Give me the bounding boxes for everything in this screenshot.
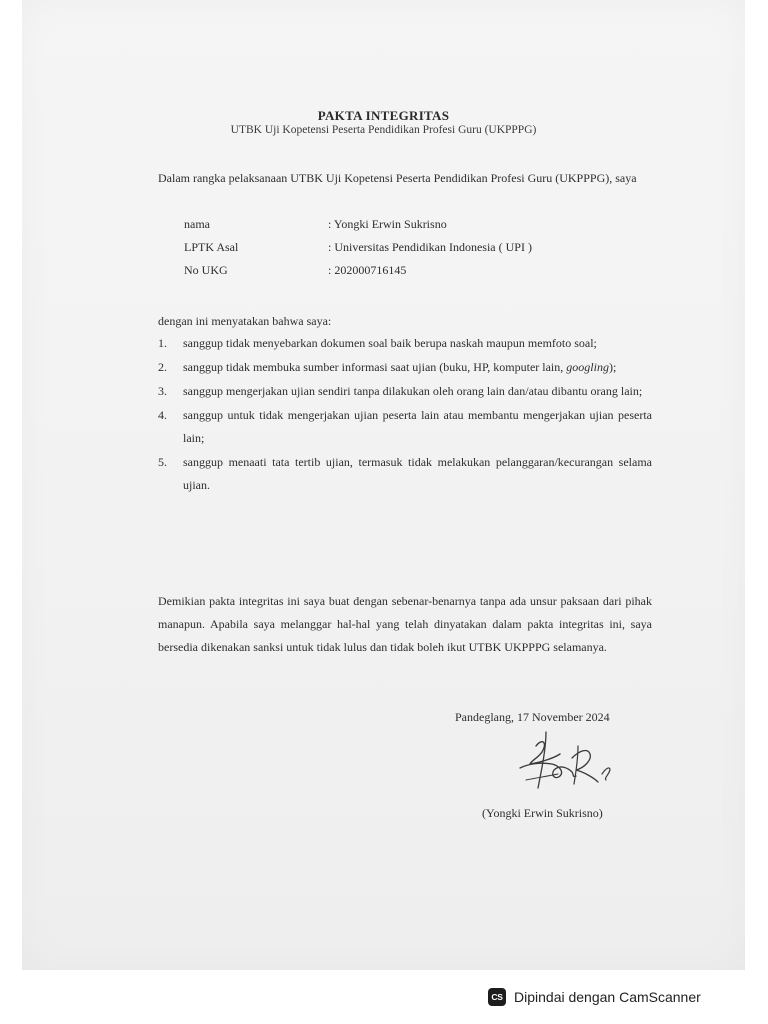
commitment-list: [158, 332, 652, 498]
list-item-text: sanggup tidak menyebarkan dokumen soal baik berupa naskah maupun memfoto soal;: [183, 336, 597, 350]
field-label-nama: nama: [184, 217, 210, 231]
list-item: [158, 404, 652, 450]
list-item-text: sanggup tidak membuka sumber informasi saat ujian (buku, HP, komputer lain,: [183, 360, 564, 374]
document-subtitle: UTBK Uji Kopetensi Peserta Pendidikan Profesi Guru (UKPPPG): [230, 124, 537, 136]
field-value-lptk: : Universitas Pendidikan Indonesia ( UPI ): [328, 240, 532, 254]
handwritten-signature: [502, 728, 622, 798]
field-value-nama: : Yongki Erwin Sukrisno: [328, 217, 447, 231]
list-item-text: sanggup menaati tata tertib ujian, termasuk tidak melakukan pelanggaran/kecurangan selama ujian.: [183, 455, 652, 492]
camscanner-watermark: [474, 982, 755, 1012]
list-item-italic: googling: [566, 360, 609, 374]
field-value-no-ukg: : 202000716145: [328, 263, 407, 277]
camscanner-icon: CS: [488, 988, 506, 1006]
document-paper: [22, 0, 745, 970]
list-item: [158, 451, 652, 497]
list-item-end: );: [608, 360, 617, 374]
list-item-number: 5.: [158, 455, 167, 469]
place-date: Pandeglang, 17 November 2024: [455, 710, 610, 724]
list-item-number: 4.: [158, 408, 167, 422]
list-item-number: 3.: [158, 384, 167, 398]
signer-name: (Yongki Erwin Sukrisno): [482, 806, 603, 820]
list-item: [158, 380, 652, 403]
list-item: [158, 332, 652, 355]
list-item-number: 2.: [158, 360, 167, 374]
closing-paragraph: Demikian pakta integritas ini saya buat dengan sebenar-benarnya tanpa ada unsur paksaan dari pihak manapun. Apabila saya melanggar hal-hal yang telah dinyatakan dalam pakta integritas ini, saya bersedia dikenakan sanksi untuk tidak lulus dan tidak boleh ikut UTBK UKPPPG selamanya.: [158, 594, 652, 654]
list-item-text: sanggup mengerjakan ujian sendiri tanpa dilakukan oleh orang lain dan/atau dibantu orang lain;: [183, 384, 643, 398]
list-item-text: sanggup untuk tidak mengerjakan ujian peserta lain atau membantu mengerjakan ujian peserta lain;: [183, 408, 652, 445]
intro-paragraph: Dalam rangka pelaksanaan UTBK Uji Kopetensi Peserta Pendidikan Profesi Guru (UKPPPG), saya: [158, 171, 637, 185]
field-label-no-ukg: No UKG: [184, 263, 228, 277]
statement-line: dengan ini menyatakan bahwa saya:: [158, 314, 332, 328]
field-label-lptk: LPTK Asal: [184, 240, 239, 254]
document-title: PAKTA INTEGRITAS: [317, 108, 450, 123]
list-item: [158, 356, 652, 379]
list-item-number: 1.: [158, 336, 167, 350]
camscanner-label: Dipindai dengan CamScanner: [514, 989, 701, 1005]
